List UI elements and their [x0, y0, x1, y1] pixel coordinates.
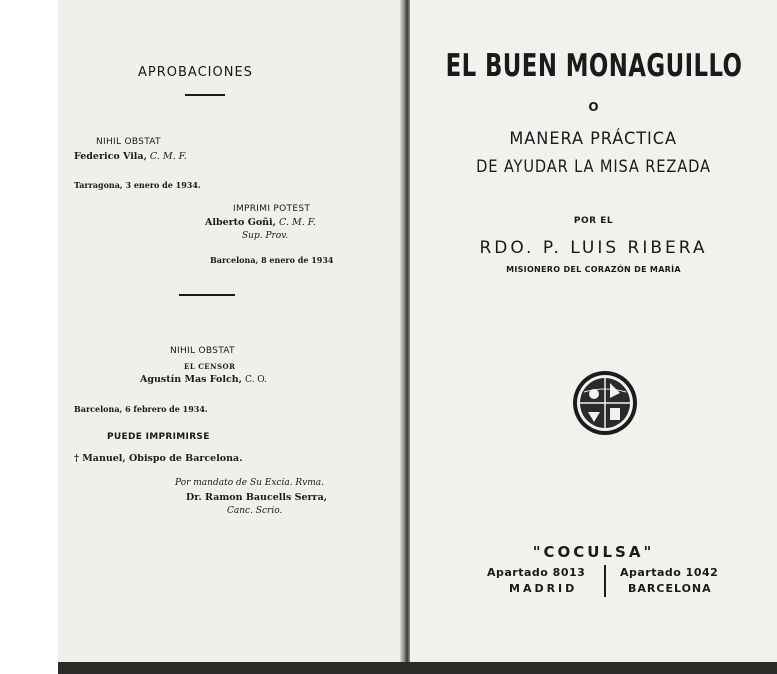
- book-title: EL BUEN MONAGUILLO: [445, 48, 742, 84]
- censor-2-order: C. O.: [245, 375, 268, 385]
- approvals-heading: APROBACIONES: [138, 65, 253, 80]
- censor-2: [140, 374, 267, 385]
- puede-imprimirse-label: PUEDE IMPRIMIRSE: [107, 432, 210, 442]
- date-2: Barcelona, 8 enero de 1934: [210, 255, 334, 265]
- secretary-role: Canc. Scrio.: [227, 506, 283, 516]
- nihil-obstat-label: NIHIL OBSTAT: [96, 137, 161, 147]
- censor-title: EL CENSOR: [184, 362, 236, 371]
- date-1: Tarragona, 3 enero de 1934.: [74, 180, 201, 190]
- por-el: POR EL: [573, 216, 614, 226]
- censor-1: [74, 151, 187, 162]
- nihil-obstat-label-2: NIHIL OBSTAT: [170, 346, 235, 356]
- madrid-city: MADRID: [509, 582, 578, 595]
- left-page: [58, 0, 403, 662]
- imprimi-potest-label: IMPRIMI POTEST: [233, 204, 311, 214]
- right-page: [410, 0, 777, 662]
- barcelona-city: BARCELONA: [628, 582, 712, 595]
- publisher-name: "COCULSA": [532, 543, 655, 561]
- date-3: Barcelona, 6 febrero de 1934.: [74, 404, 208, 414]
- title-wrap: [410, 48, 777, 84]
- scan-edge: [58, 662, 777, 674]
- author-role: MISIONERO DEL CORAZÓN DE MARÍA: [506, 265, 681, 274]
- provincial-name: Alberto Goñi,: [205, 217, 276, 228]
- emblem-icon: [570, 368, 640, 438]
- divider: [179, 294, 235, 296]
- author-name: RDO. P. LUIS RIBERA: [479, 238, 708, 258]
- secretary-name: Dr. Ramon Baucells Serra,: [186, 492, 328, 503]
- divider: [185, 94, 225, 96]
- provincial-role: Sup. Prov.: [242, 231, 289, 241]
- bishop-line: † Manuel, Obispo de Barcelona.: [74, 453, 243, 464]
- censor-1-name: Federico Vila,: [74, 151, 147, 162]
- censor-1-order: C. M. F.: [149, 151, 187, 162]
- madrid-box: Apartado 8013: [487, 566, 586, 579]
- subtitle-2-wrap: [410, 157, 777, 177]
- subtitle-1-wrap: [410, 129, 777, 149]
- subtitle-1: MANERA PRÁCTICA: [509, 129, 678, 149]
- mandate-line: Por mandato de Su Excia. Rvma.: [175, 478, 325, 488]
- conjunction: O: [588, 100, 599, 114]
- barcelona-box: Apartado 1042: [620, 566, 719, 579]
- provincial-order: C. M. F.: [279, 217, 316, 228]
- provincial: [205, 217, 316, 228]
- censor-2-name: Agustín Mas Folch,: [140, 374, 242, 385]
- subtitle-2: DE AYUDAR LA MISA REZADA: [476, 157, 711, 177]
- publisher-divider: [604, 565, 606, 597]
